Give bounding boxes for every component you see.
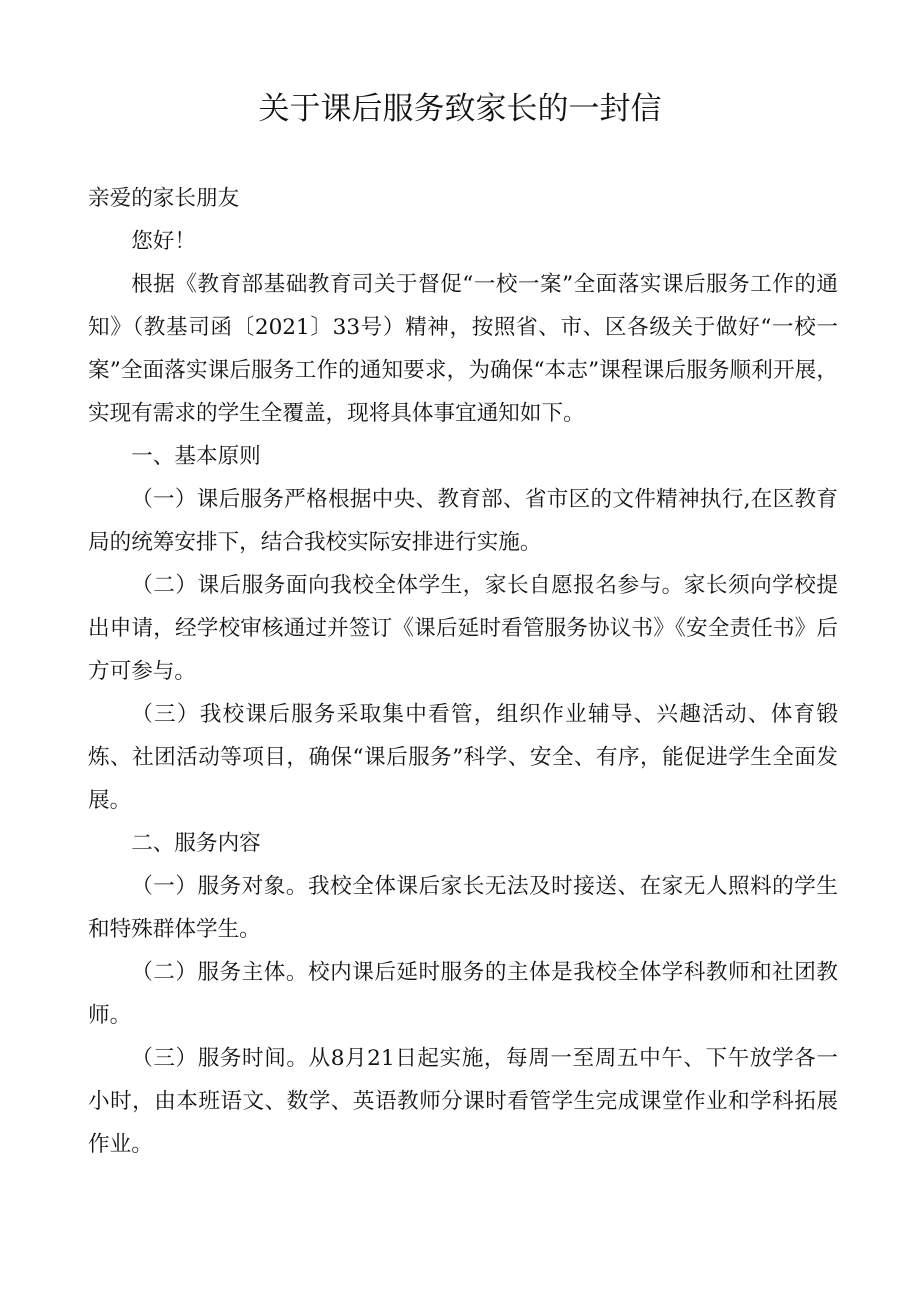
section-heading-principles: 一、基本原则 (131, 444, 261, 469)
salutation: 亲爱的家长朋友 (88, 186, 240, 211)
section-heading-content: 二、服务内容 (131, 831, 261, 856)
letter-body (88, 177, 838, 1166)
letter-title: 关于课后服务致家长的一封信 (258, 91, 662, 127)
content-item-1: （一）服务对象。我校全体课后家长无法及时接送、在家无人照料的学生和特殊群体学生。 (88, 874, 838, 942)
greeting: 您好！ (131, 229, 196, 254)
content-item-2: （二）服务主体。校内课后延时服务的主体是我校全体学科教师和社团教师。 (88, 960, 838, 1028)
content-item-3: （三）服务时间。从8月21日起实施，每周一至周五中午、下午放学各一小时，由本班语文、数学、英语教师分课时看管学生完成课堂作业和学科拓展作业。 (88, 1046, 838, 1157)
principle-item-3: （三）我校课后服务采取集中看管，组织作业辅导、兴趣活动、体育锻炼、社团活动等项目，确保“课后服务”科学、安全、有序，能促进学生全面发展。 (88, 702, 838, 813)
principle-item-1: （一）课后服务严格根据中央、教育部、省市区的文件精神执行,在区教育局的统筹安排下，结合我校实际安排进行实施。 (88, 487, 838, 555)
principle-item-2: （二）课后服务面向我校全体学生，家长自愿报名参与。家长须向学校提出申请，经学校审核通过并签订《课后延时看管服务协议书》《安全责任书》后方可参与。 (88, 573, 838, 684)
intro-paragraph: 根据《教育部基础教育司关于督促“一校一案”全面落实课后服务工作的通知》（教基司函〔2021〕33号）精神，按照省、市、区各级关于做好“一校一案”全面落实课后服务工作的通知要求，为确保“本志”课程课后服务顺利开展，实现有需求的学生全覆盖，现将具体事宜通知如下。 (88, 272, 838, 426)
